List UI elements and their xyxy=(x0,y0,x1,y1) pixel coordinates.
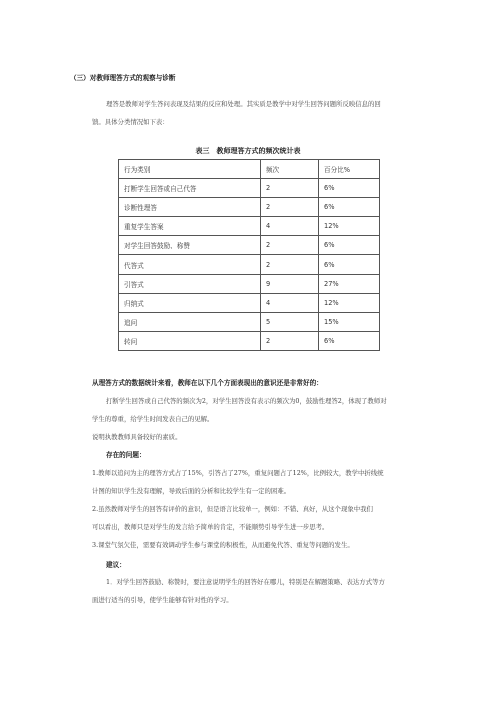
frequency-table xyxy=(118,159,380,351)
analysis-line-3: 说明执教教师具备较好的素质。 xyxy=(92,433,182,441)
table-row xyxy=(119,198,380,217)
cell-category: 对学生回答鼓励、称赞 xyxy=(119,236,261,255)
intro-line-2: 馈。具体分类情况如下表： xyxy=(92,118,169,126)
analysis-line-1: 打断学生回答或自己代答的频次为2，对学生回答没有表示的频次为0，鼓励性理答2，体现了教师对 xyxy=(106,397,387,405)
cell-frequency: 2 xyxy=(261,179,319,198)
cell-category: 归纳式 xyxy=(119,293,261,312)
table-row xyxy=(119,293,380,312)
header-percent: 百分比% xyxy=(319,160,380,179)
cell-percent: 6% xyxy=(319,236,380,255)
cell-frequency: 4 xyxy=(261,293,319,312)
cell-percent: 6% xyxy=(319,331,380,350)
cell-category: 诊断性理答 xyxy=(119,198,261,217)
cell-category: 重复学生答案 xyxy=(119,217,261,236)
suggestion-1-line-1: 1．对学生回答鼓励、称赞时，要注意说明学生的回答好在哪儿，特别是在解题策略、表达方式等方 xyxy=(106,578,385,586)
cell-frequency: 5 xyxy=(261,312,319,331)
intro-line-1: 理答是教师对学生答问表现及结果的反应和处理。其实质是教学中对学生回答问题所反映信息的回 xyxy=(106,100,381,108)
cell-category: 追问 xyxy=(119,312,261,331)
suggestions-heading: 建议： xyxy=(106,561,126,569)
cell-percent: 6% xyxy=(319,198,380,217)
problem-2-line-1: 2.虽然教师对学生的回答有评价的意识，但是语言比较单一，例如：不错、真好，从这个现象中我们 xyxy=(92,505,373,513)
cell-frequency: 9 xyxy=(261,274,319,293)
problem-2-line-2: 可以看出，教师只是对学生的发言给予简单的肯定，不能顺势引导学生进一步思考。 xyxy=(92,523,329,531)
cell-category: 引答式 xyxy=(119,274,261,293)
problem-1-line-2: 计图的知识学生没有理解，导致后面的分析和比较学生有一定的困难。 xyxy=(92,487,291,495)
header-category: 行为类别 xyxy=(119,160,261,179)
cell-frequency: 2 xyxy=(261,331,319,350)
table-row xyxy=(119,179,380,198)
section-title: （三）对教师理答方式的观察与诊断 xyxy=(70,74,176,82)
table-caption: 表三 教师理答方式的频次统计表 xyxy=(195,146,301,155)
cell-percent: 6% xyxy=(319,179,380,198)
table-row xyxy=(119,274,380,293)
cell-frequency: 2 xyxy=(261,236,319,255)
problems-heading: 存在的问题： xyxy=(106,451,146,459)
cell-percent: 15% xyxy=(319,312,380,331)
cell-percent: 12% xyxy=(319,217,380,236)
analysis-line-2: 学生的尊重，给学生时间发表自己的见解。 xyxy=(92,415,214,423)
cell-percent: 6% xyxy=(319,255,380,274)
table-row xyxy=(119,217,380,236)
problem-1-line-1: 1.教师以追问为主的理答方式占了15%，引答占了27%，重复问题占了12%，比例较大，教学中折线统 xyxy=(92,469,384,477)
table-row xyxy=(119,331,380,350)
cell-percent: 27% xyxy=(319,274,380,293)
table-header-row xyxy=(119,160,380,179)
table-row xyxy=(119,255,380,274)
cell-percent: 12% xyxy=(319,293,380,312)
summary-heading: 从理答方式的数据统计来看，教师在以下几个方面表现出的意识还是非常好的： xyxy=(92,379,323,387)
table-row xyxy=(119,312,380,331)
cell-category: 代答式 xyxy=(119,255,261,274)
cell-frequency: 2 xyxy=(261,255,319,274)
problem-3-line-1: 3.课堂气氛欠佳，需要有效调动学生参与课堂的积极性，从而避免代答、重复等问题的发生。 xyxy=(92,541,354,549)
cell-frequency: 4 xyxy=(261,217,319,236)
cell-frequency: 2 xyxy=(261,198,319,217)
header-frequency: 频次 xyxy=(261,160,319,179)
suggestion-1-line-2: 面进行适当的引导，使学生能够有针对性的学习。 xyxy=(92,596,233,604)
cell-category: 转问 xyxy=(119,331,261,350)
cell-category: 打断学生回答或自己代答 xyxy=(119,179,261,198)
table-row xyxy=(119,236,380,255)
